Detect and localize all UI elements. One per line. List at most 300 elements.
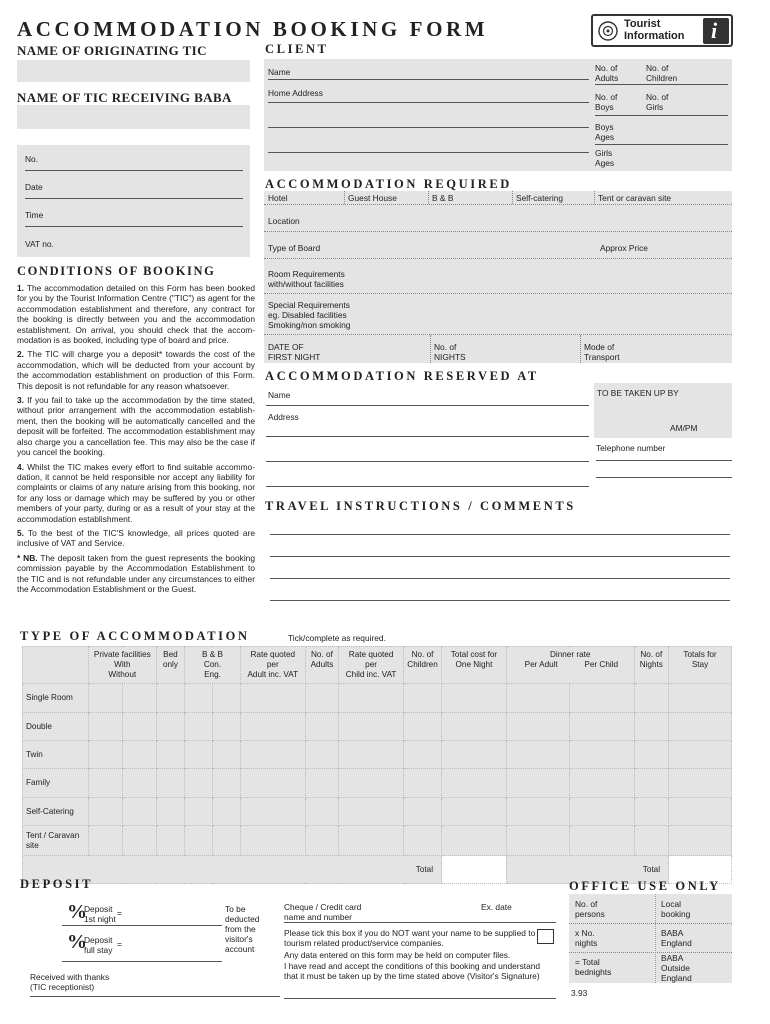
table-cell[interactable] [185,769,212,798]
deposit-title: DEPOSIT [20,877,94,891]
office-cell-5-0: BABA [661,953,684,963]
booking-ref-panel [17,145,250,257]
types-underline [264,204,732,205]
no-nights-h1: No. of [640,650,663,659]
condition-4-num: 4. [17,461,24,472]
per-child-text: Per Child [584,660,619,669]
table-cell[interactable] [442,826,507,856]
table-cell[interactable] [339,826,404,856]
deposit-1st-equals: = [117,908,122,918]
type-of-accommodation-title: TYPE OF ACCOMMODATION [20,629,250,643]
receiving-tic-label: NAME OF TIC RECEIVING BABA [17,90,232,105]
travel-line-1[interactable] [270,534,730,535]
form-title: ACCOMMODATION BOOKING FORM [17,17,489,41]
table-cell[interactable] [339,798,404,826]
table-cell[interactable] [506,798,569,826]
table-row [23,769,732,798]
originating-tic-field[interactable] [17,60,250,82]
special-req-2: eg. Disabled facilities [268,310,347,320]
table-cell[interactable] [156,684,184,713]
home-address-line-3[interactable] [268,152,589,153]
travel-line-4[interactable] [270,600,730,601]
header-no-nights [634,647,668,684]
table-cell[interactable] [305,769,338,798]
table-cell[interactable] [339,741,404,769]
telephone-label: Telephone number [596,443,666,453]
no-adults-1: No. of [311,650,333,659]
office-cell-4-1: bednights [575,967,612,977]
nights-divider [580,335,581,363]
taken-up-panel [594,383,732,438]
table-row [23,798,732,826]
table-cell[interactable] [634,798,668,826]
cheque-label [284,902,361,922]
table-cell[interactable] [212,741,240,769]
no-children-label [646,63,677,83]
table-cell[interactable] [123,826,156,856]
table-cell[interactable] [506,713,569,741]
table-cell[interactable] [305,798,338,826]
deducted-2: deducted [225,914,260,924]
type-hotel[interactable]: Hotel [268,193,288,203]
office-cell-0-1: persons [575,909,605,919]
deposit-full-field[interactable] [62,961,222,962]
condition-3-num: 3. [17,395,24,406]
office-total-bednights [575,957,611,977]
date-first-night-1: DATE OF [268,342,304,352]
table-cell[interactable] [156,713,184,741]
type-bb[interactable]: B & B [432,193,454,203]
no-children-2: Children [407,660,438,669]
type-self-catering[interactable]: Self-catering [516,193,564,203]
table-cell[interactable] [339,684,404,713]
table-cell[interactable] [88,713,122,741]
condition-2 [17,349,255,391]
table-cell[interactable] [156,798,184,826]
rose-emblem-icon [598,21,618,41]
girls-text: Girls [646,102,664,112]
rate-adult-2: Adult inc. VAT [247,670,299,679]
accept-text-2: that it must be taken up by the time stated above (Visitor's Signature) [284,971,540,981]
table-cell[interactable] [88,684,122,713]
deducted-3: from the [225,924,256,934]
header-no-adults [305,647,338,684]
no-label: No. [25,154,39,164]
special-requirements-field[interactable] [264,334,732,335]
approx-price-label: Approx Price [600,243,648,253]
adults-text: Adults [595,73,619,83]
table-cell[interactable] [339,713,404,741]
office-row-divider-1 [569,923,732,924]
condition-2-num: 2. [17,349,24,360]
mode-transport-2: Transport [584,352,620,362]
logo-line-2: Information [624,30,685,42]
table-cell[interactable] [185,684,212,713]
table-cell[interactable] [404,798,442,826]
reserved-address-line-3[interactable] [266,486,589,487]
header-bed-only [156,647,184,684]
visitor-signature-field[interactable] [284,998,556,999]
only-text: only [162,660,178,669]
table-cell[interactable] [212,713,240,741]
deposit-1st-1: Deposit [84,904,113,914]
with-text: With [114,660,131,669]
table-cell[interactable] [669,826,732,856]
mode-transport-1: Mode of [584,342,615,352]
condition-5-text: To the best of the TIC'S knowledge, all prices quoted are inclusive of VAT and Service. [17,527,255,549]
table-row [23,741,732,769]
data-sharing-text [284,928,535,948]
table-cell[interactable] [185,713,212,741]
header-rate-child [339,647,404,684]
date-field[interactable] [25,198,243,199]
table-cell[interactable] [442,769,507,798]
deposit-1st-2: 1st night [84,914,116,924]
no-of-text: No. of [646,92,669,102]
condition-1 [17,283,255,345]
no-nights-2: NIGHTS [434,352,466,362]
office-cell-5-1: Outside [661,963,690,973]
table-cell[interactable] [669,713,732,741]
table-cell[interactable] [156,741,184,769]
table-cell[interactable] [88,826,122,856]
condition-2-text: The TIC will charge you a deposit* towards the cost of the accommodation, which will be deducted from your account by the accommodation establishment on production of this Form. This deposit is not refundable for any reason whatsoever. [17,349,255,391]
table-cell[interactable] [669,741,732,769]
opt-out-checkbox[interactable] [537,929,554,944]
table-cell[interactable] [156,826,184,856]
totals-stay-2: Stay [691,660,709,669]
condition-nb [17,553,255,595]
deposit-full-stay-label [84,935,112,955]
total-one-night-cell[interactable] [442,856,507,884]
table-cell[interactable] [123,684,156,713]
table-cell[interactable] [305,684,338,713]
cheque-2: name and number [284,912,352,922]
table-cell[interactable] [240,713,305,741]
type-divider-1 [344,191,345,204]
date-first-night-label [268,342,320,362]
accommodation-required-panel [264,191,732,363]
table-cell[interactable] [569,684,634,713]
table-cell[interactable] [506,826,569,856]
telephone-field-1[interactable] [596,460,732,461]
office-local-booking [661,899,690,919]
con-text: Con. [203,660,222,669]
mode-transport-label [584,342,620,362]
condition-1-num: 1. [17,283,24,293]
table-cell[interactable] [506,684,569,713]
table-cell[interactable] [404,713,442,741]
office-cell-0-0: No. of [575,899,598,909]
condition-5-num: 5. [17,527,24,538]
table-cell[interactable] [123,798,156,826]
table-cell[interactable] [569,713,634,741]
office-no-persons [575,899,605,919]
reserved-name-field[interactable] [266,405,589,406]
table-cell[interactable] [305,713,338,741]
reserved-name-label: Name [268,390,291,400]
deposit-full-1: Deposit [84,935,113,945]
table-cell[interactable] [669,798,732,826]
header-no-children [404,647,442,684]
rate-child-2: Child inc. VAT [345,670,397,679]
client-name-label: Name [268,67,291,77]
bed-text: Bed [163,650,178,659]
no-adults-2: Adults [310,660,334,669]
row-label-family: Family [23,769,89,798]
table-cell[interactable] [569,798,634,826]
table-cell[interactable] [506,741,569,769]
room-req-1: Room Requirements [268,269,345,279]
rate-child-1: Rate quoted per [348,650,394,669]
table-cell[interactable] [404,826,442,856]
table-cell[interactable] [634,713,668,741]
header-totals-stay [669,647,732,684]
table-cell[interactable] [123,769,156,798]
office-col-divider [655,894,656,983]
totals-stay-1: Totals for [683,650,717,659]
header-total-cost [442,647,507,684]
office-cell-2-0: x No. [575,928,595,938]
percent-icon-1: % [67,901,87,923]
condition-nb-num: * NB. [17,552,38,563]
table-cell[interactable] [442,684,507,713]
ampm-label: AM/PM [670,423,698,433]
table-cell[interactable] [212,769,240,798]
table-cell[interactable] [442,798,507,826]
dinner-rate-text: Dinner rate [549,650,591,659]
cheque-field[interactable] [284,922,556,923]
receiving-tic-field[interactable] [17,105,250,129]
office-cell-5-2: England [661,973,692,983]
condition-3-text: If you fail to take up the accommodation by the time stated, without prior arrangement with the accommodation establish-ment, then the booking will be automatically cancelled and the deposit will be forfeited. The accommodation establishment may also charge you a cancellation fee. This may also be the case if you cancel the booking. [17,395,255,458]
no-nights-label [434,342,466,362]
table-cell[interactable] [442,713,507,741]
travel-title: TRAVEL INSTRUCTIONS / COMMENTS [265,499,576,513]
reserved-title: ACCOMMODATION RESERVED AT [265,369,539,383]
table-cell[interactable] [669,769,732,798]
client-title: CLIENT [265,42,329,56]
time-field[interactable] [25,226,243,227]
table-cell[interactable] [634,826,668,856]
adults-children-field[interactable] [595,84,728,85]
header-blank-cell [23,647,89,684]
table-cell[interactable] [185,826,212,856]
table-cell[interactable] [305,741,338,769]
table-cell[interactable] [88,798,122,826]
office-cell-4-0: = Total [575,957,600,967]
tourist-information-logo [591,14,733,47]
rate-adult-1: Rate quoted per [250,650,296,669]
deposit-full-2: full stay [84,945,113,955]
board-price-field[interactable] [264,258,732,259]
originating-tic-label: NAME OF ORIGINATING TIC [17,43,207,58]
total-cost-2: One Night [455,660,493,669]
table-cell[interactable] [339,769,404,798]
table-cell[interactable] [123,741,156,769]
table-cell[interactable] [240,826,305,856]
deducted-label [225,904,259,954]
type-of-board-label: Type of Board [268,243,321,253]
condition-nb-text: The deposit taken from the guest represents the booking commission payable by the Accommodation Establishment to the TIC and is not refundable under any circumstances to either the Accommodation Establishment or the Guest. [17,552,255,594]
reserved-address-line-1[interactable] [266,436,589,437]
without-text: Without [108,670,137,679]
exdate-label: Ex. date [481,902,512,912]
conditions-list [17,283,255,594]
office-use-title: OFFICE USE ONLY [569,879,721,893]
table-cell[interactable] [212,826,240,856]
office-cell-1-1: booking [661,909,691,919]
deducted-5: account [225,944,255,954]
table-cell[interactable] [506,769,569,798]
table-header-row [23,647,732,684]
table-cell[interactable] [212,684,240,713]
header-bb [185,647,241,684]
table-cell[interactable] [634,769,668,798]
header-rate-adult [240,647,305,684]
location-label: Location [268,216,300,226]
total-label-1: Total [415,864,434,874]
per-adult-text: Per Adult [524,660,558,669]
accept-conditions-text [284,961,540,981]
private-facilities-text: Private facilities [93,650,151,659]
table-cell[interactable] [404,741,442,769]
row-label-single: Single Room [23,684,89,713]
table-cell[interactable] [442,741,507,769]
header-private-facilities [88,647,156,684]
table-cell[interactable] [240,798,305,826]
home-address-line-2[interactable] [268,127,589,128]
type-tent-caravan[interactable]: Tent or caravan site [598,193,672,203]
table-cell[interactable] [404,684,442,713]
table-cell[interactable] [212,798,240,826]
no-nights-1: No. of [434,342,457,352]
table-cell[interactable] [240,769,305,798]
total-label-2: Total [642,864,661,874]
table-cell[interactable] [305,826,338,856]
received-label [30,972,109,992]
condition-5 [17,528,255,549]
table-cell[interactable] [569,769,634,798]
special-requirements-label [268,300,350,330]
no-adults-label [595,63,618,83]
computer-files-text: Any data entered on this form may be held on computer files. [284,950,511,960]
received-2: (TIC receptionist) [30,982,95,992]
table-row [23,826,732,856]
table-cell[interactable] [240,684,305,713]
office-cell-3-1: England [661,938,692,948]
no-girls-label [646,92,668,112]
office-row-divider-2 [569,952,732,953]
deposit-panel [22,893,280,1000]
header-dinner-rate [506,647,634,684]
office-x-nights [575,928,597,948]
table-cell[interactable] [634,684,668,713]
boys-ages-field[interactable] [595,144,728,145]
client-name-field[interactable] [268,79,589,80]
deducted-1: To be [225,904,246,914]
date-label: Date [25,182,43,192]
table-cell[interactable] [669,684,732,713]
type-divider-2 [428,191,429,204]
condition-4-text: Whilst the TIC makes every effort to find suitable accommo-dation, it cannot be held responsible nor accept any liability for complaints or claims of any nature arising from this booking, nor for any loss or damage which may be suffered by you or other members of your party, during or as a result of your stay at the accommodation establishment. [17,461,256,524]
boys-girls-field[interactable] [595,115,728,116]
row-label-self-catering: Self-Catering [23,798,89,826]
room-requirements-label [268,269,345,289]
girls-ages-2: Ages [595,158,615,168]
room-requirements-field[interactable] [264,293,732,294]
table-cell[interactable] [185,741,212,769]
table-cell[interactable] [88,741,122,769]
receptionist-signature-field[interactable] [30,996,280,997]
deposit-1st-field[interactable] [62,925,222,926]
info-i-glyph: i [711,18,718,43]
no-of-text: No. of [595,63,618,73]
telephone-field-2[interactable] [596,477,732,478]
no-nights-h2: Nights [639,660,663,669]
vat-label: VAT no. [25,239,54,249]
table-cell[interactable] [185,798,212,826]
travel-line-3[interactable] [270,578,730,579]
reserved-address-label: Address [268,412,299,422]
table-cell[interactable] [156,769,184,798]
no-field[interactable] [25,170,243,171]
cheque-1: Cheque / Credit card [284,902,362,912]
table-row [23,713,732,741]
eng-text: Eng. [204,670,221,679]
home-address-line-1[interactable] [268,102,589,103]
type-of-accommodation-table [22,646,732,884]
table-cell[interactable] [569,826,634,856]
travel-line-2[interactable] [270,556,730,557]
table-cell[interactable] [240,741,305,769]
table-cell[interactable] [123,713,156,741]
boys-ages-label [595,122,614,142]
boys-ages-2: Ages [595,132,615,142]
location-field[interactable] [264,231,732,232]
date-first-night-2: FIRST NIGHT [268,352,321,362]
bb-text: B & B [202,650,223,659]
accept-text-1: I have read and accept the conditions of this booking and understand [284,961,541,971]
table-cell[interactable] [634,741,668,769]
type-divider-4 [594,191,595,204]
table-cell[interactable] [569,741,634,769]
boys-ages-1: Boys [595,122,614,132]
tick-text-2: tourism related product/service companies. [284,938,444,948]
deposit-full-equals: = [117,939,122,949]
room-req-2: with/without facilities [268,279,344,289]
row-label-double: Double [23,713,89,741]
accommodation-required-title: ACCOMMODATION REQUIRED [265,177,512,191]
tick-note: Tick/complete as required. [288,633,386,643]
info-i-icon [703,18,729,44]
girls-ages-1: Girls [595,148,613,158]
office-cell-2-1: nights [575,938,598,948]
type-guest-house[interactable]: Guest House [348,193,397,203]
no-boys-label [595,92,617,112]
received-1: Received with thanks [30,972,110,982]
office-use-panel [569,894,732,983]
condition-3 [17,395,255,457]
table-cell[interactable] [88,769,122,798]
no-children-1: No. of [411,650,434,659]
total-cost-1: Total cost for [450,650,498,659]
office-cell-1-0: Local [661,899,682,909]
reserved-address-line-2[interactable] [266,461,589,462]
table-row [23,684,732,713]
table-cell[interactable] [404,769,442,798]
taken-up-label: TO BE TAKEN UP BY [597,388,679,398]
